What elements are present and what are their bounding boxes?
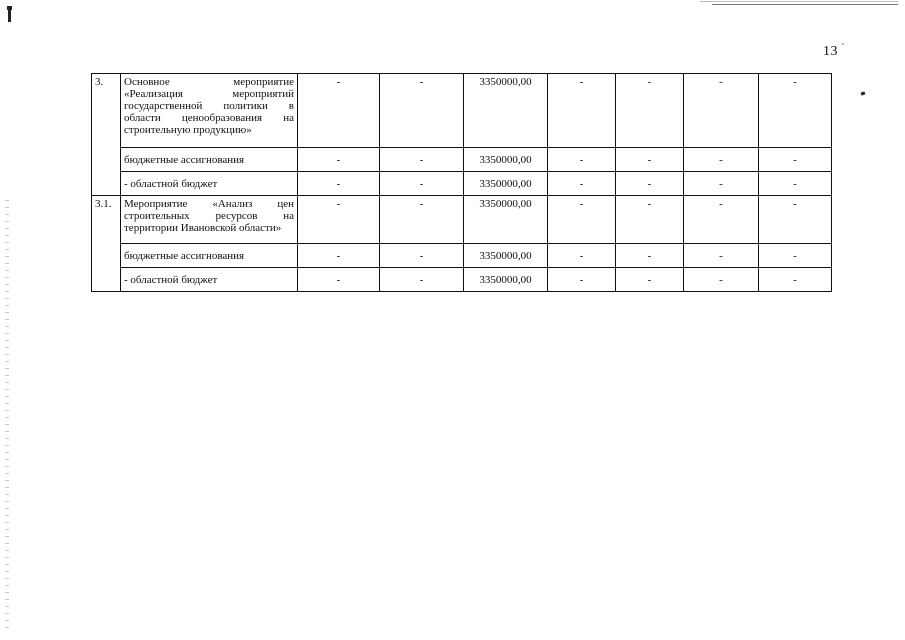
table-cell: - [759, 172, 832, 196]
table-cell: - [380, 148, 464, 172]
table-cell: - [616, 148, 684, 172]
table-cell: - [616, 268, 684, 292]
row-name: бюджетные ассигнования [121, 148, 298, 172]
top-rule [712, 4, 898, 5]
table-cell: - [759, 148, 832, 172]
table-cell: - [616, 196, 684, 244]
row-name: Мероприятие «Анализ цен строительных ресурсов на территории Ивановской области» [121, 196, 298, 244]
table-cell: - [759, 196, 832, 244]
table-cell-amount: 3350000,00 [464, 172, 548, 196]
table-cell: - [380, 172, 464, 196]
table-cell: - [684, 268, 759, 292]
table-cell: - [548, 196, 616, 244]
table-cell: - [298, 268, 380, 292]
row-name: - областной бюджет [121, 172, 298, 196]
row-name: бюджетные ассигнования [121, 244, 298, 268]
table-row [92, 74, 832, 148]
table-cell: - [548, 148, 616, 172]
table-row [92, 196, 832, 244]
table-cell: - [684, 244, 759, 268]
row-number: 3. [92, 74, 121, 196]
table-cell: - [616, 172, 684, 196]
table-cell: - [298, 74, 380, 148]
table-cell: - [684, 196, 759, 244]
table-cell: - [616, 74, 684, 148]
table-cell: - [380, 268, 464, 292]
scan-margin-specks [5, 200, 9, 630]
page-number-value: 13 [823, 44, 838, 59]
table-cell: - [298, 172, 380, 196]
table-cell: - [684, 172, 759, 196]
page-number-mark: ˊ [841, 42, 846, 54]
table-cell: - [684, 148, 759, 172]
table-cell: - [759, 268, 832, 292]
budget-table [91, 73, 832, 292]
table-row [92, 148, 832, 172]
page-number [823, 44, 845, 60]
table-cell: - [548, 244, 616, 268]
table-cell-amount: 3350000,00 [464, 268, 548, 292]
table-cell: - [616, 244, 684, 268]
table-cell-amount: 3350000,00 [464, 196, 548, 244]
table-row [92, 268, 832, 292]
row-name: - областной бюджет [121, 268, 298, 292]
row-name: Основное мероприятие «Реализация мероприятий государственной политики в области ценообразования на строительную продукцию» [121, 74, 298, 148]
row-number: 3.1. [92, 196, 121, 292]
table-cell: - [759, 244, 832, 268]
table-cell-amount: 3350000,00 [464, 74, 548, 148]
table-row [92, 244, 832, 268]
table-cell: - [759, 74, 832, 148]
table-cell: - [298, 148, 380, 172]
table-cell: - [548, 172, 616, 196]
top-rule-faint [700, 1, 898, 2]
scan-stray-mark [861, 91, 866, 95]
table-cell: - [298, 196, 380, 244]
table-cell: - [548, 268, 616, 292]
binding-mark [8, 6, 11, 22]
table-cell-amount: 3350000,00 [464, 244, 548, 268]
table-cell-amount: 3350000,00 [464, 148, 548, 172]
table-cell: - [380, 244, 464, 268]
table-cell: - [298, 244, 380, 268]
table-row [92, 172, 832, 196]
table-cell: - [380, 74, 464, 148]
table-cell: - [380, 196, 464, 244]
table-cell: - [684, 74, 759, 148]
table-cell: - [548, 74, 616, 148]
